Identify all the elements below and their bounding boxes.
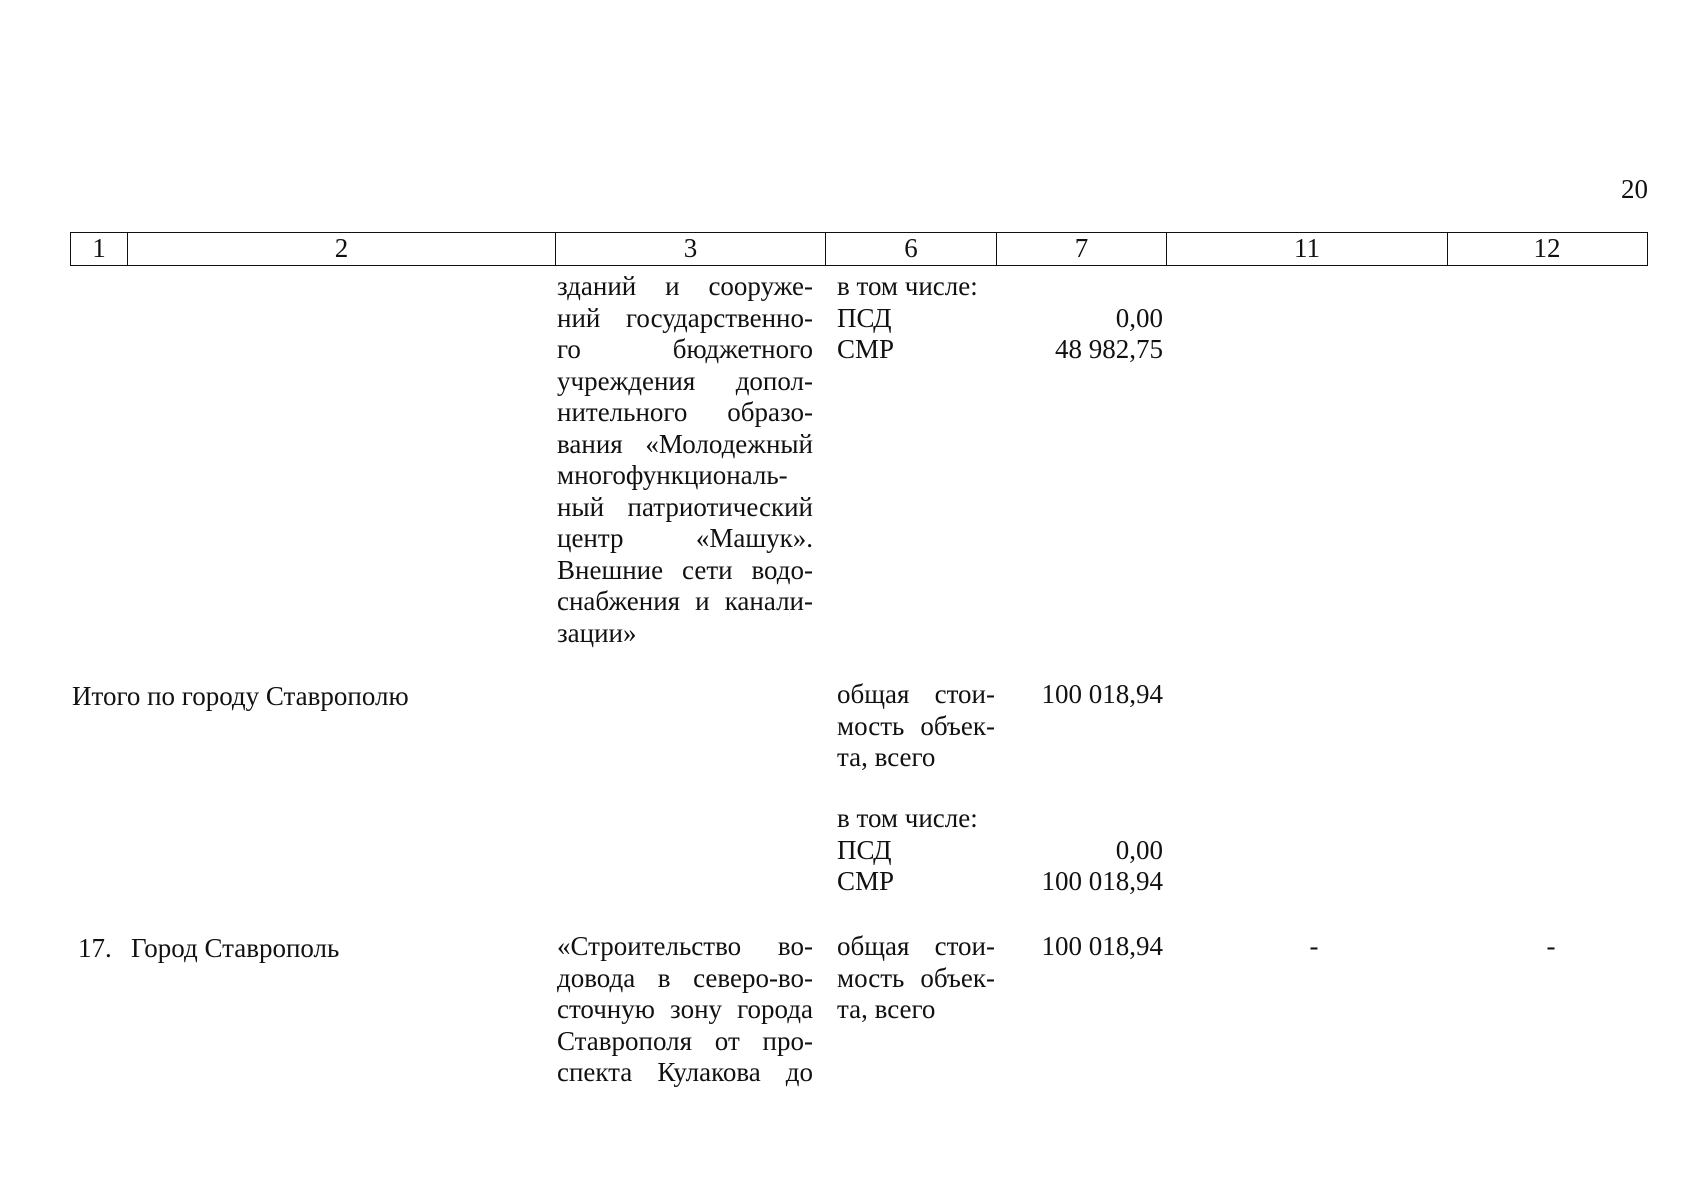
- text-line: нительного образо-: [557, 397, 813, 427]
- text-line: зации»: [557, 617, 637, 648]
- text-line: сточную зону города: [557, 994, 813, 1024]
- text-line: в том числе:: [837, 803, 978, 833]
- block3-col12-value: -: [1546, 931, 1556, 961]
- page-number: 20: [1621, 174, 1648, 204]
- text-line: ПСД: [837, 834, 892, 865]
- block3-total-cost-label: [837, 931, 995, 1026]
- text-line: в том числе:: [837, 271, 978, 301]
- text-line: ный патриотический: [557, 491, 813, 522]
- text-line: Ставрополя от про-: [557, 1025, 813, 1056]
- block1-cost-breakdown-labels: [837, 271, 995, 366]
- total-row-label: Итого по городу Ставрополю: [72, 681, 409, 711]
- text-line: ний государственно-: [557, 302, 813, 333]
- text-line: Внешние сети водо-: [557, 554, 813, 585]
- row-number: 17.: [78, 933, 112, 963]
- text-line: общая стои-: [837, 679, 995, 709]
- block1-smr-value: 48 982,75: [1055, 334, 1163, 364]
- header-col-6: 6: [826, 233, 997, 265]
- block1-object-description: [557, 271, 813, 649]
- text-line: СМР: [837, 866, 895, 896]
- header-col-7: 7: [997, 233, 1167, 265]
- header-col-2: 2: [128, 233, 556, 265]
- block2-psd-value: 0,00: [1115, 834, 1163, 865]
- column-number-header: [70, 232, 1648, 266]
- block3-col11-value: -: [1309, 931, 1319, 961]
- row-municipality-label: Город Ставрополь: [131, 933, 340, 963]
- text-line: мость объек-: [837, 962, 995, 993]
- text-line: мость объек-: [837, 710, 995, 741]
- text-line: спекта Кулакова до: [557, 1057, 813, 1087]
- block2-total-cost-label: [837, 679, 995, 774]
- text-line: го бюджетного: [557, 334, 813, 364]
- text-line: снабжения и канали-: [557, 586, 813, 616]
- text-line: «Строительство во-: [557, 931, 813, 961]
- text-line: центр «Машук».: [557, 523, 813, 553]
- text-line: довода в северо-во-: [557, 962, 813, 993]
- block2-total-value: 100 018,94: [1041, 679, 1163, 709]
- block3-object-description: [557, 931, 813, 1089]
- block2-smr-value: 100 018,94: [1041, 866, 1163, 896]
- block2-cost-breakdown-labels: [837, 803, 995, 898]
- text-line: вания «Молодежный: [557, 428, 813, 459]
- header-col-12: 12: [1533, 233, 1561, 263]
- header-col-3: 3: [556, 233, 826, 265]
- text-line: зданий и сооруже-: [557, 271, 813, 301]
- text-line: многофункциональ-: [557, 460, 788, 490]
- text-line: та, всего: [837, 994, 936, 1024]
- text-line: общая стои-: [837, 931, 995, 961]
- text-line: учреждения допол-: [557, 365, 813, 396]
- block3-total-value: 100 018,94: [1041, 931, 1163, 961]
- text-line: ПСД: [837, 302, 892, 333]
- text-line: та, всего: [837, 742, 936, 772]
- block1-psd-value: 0,00: [1115, 302, 1163, 333]
- header-col-11: 11: [1167, 233, 1448, 265]
- header-col-1: 1: [71, 233, 128, 265]
- text-line: СМР: [837, 334, 895, 364]
